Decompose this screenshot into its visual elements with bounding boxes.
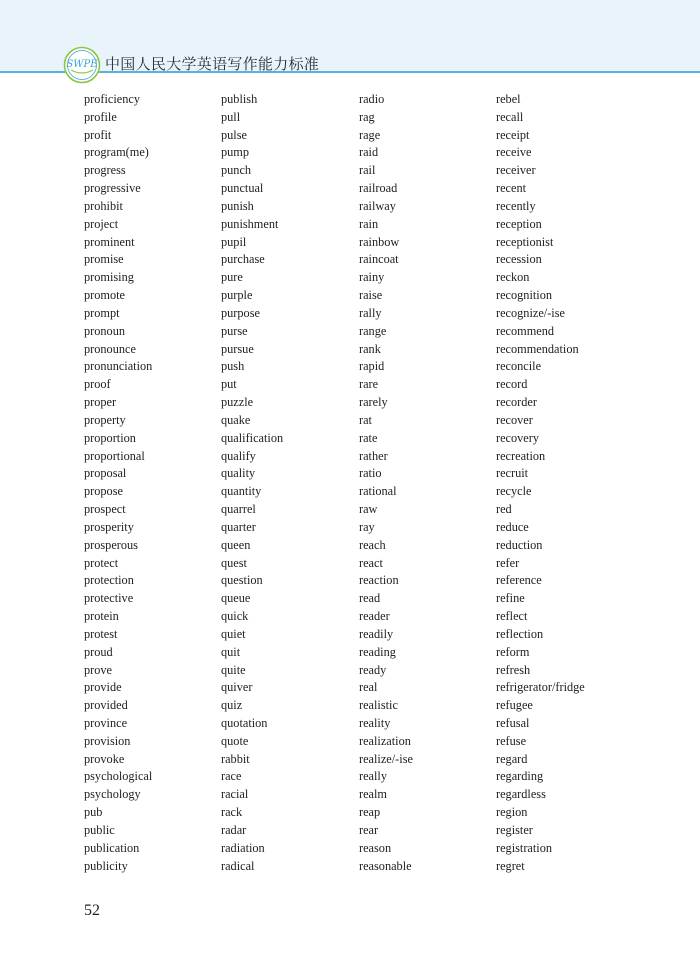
word-entry: rapid	[359, 359, 385, 374]
word-entry: recently	[496, 198, 536, 213]
word-entry: punish	[221, 198, 254, 213]
word-entry: recover	[496, 412, 533, 427]
word-entry: railroad	[359, 181, 398, 196]
word-entry: reflection	[496, 626, 544, 641]
word-entry: rainy	[359, 270, 385, 285]
word-entry: pull	[221, 109, 241, 124]
word-entry: reduction	[496, 537, 543, 552]
word-entry: reform	[496, 644, 530, 659]
word-entry: ready	[359, 662, 387, 677]
word-entry: profile	[84, 109, 117, 124]
word-entry: refusal	[496, 715, 530, 730]
word-entry: quiver	[221, 680, 253, 695]
word-entry: recorder	[496, 395, 537, 410]
word-entry: psychological	[84, 769, 153, 784]
word-entry: public	[84, 822, 115, 837]
word-entry: prosperity	[84, 519, 134, 534]
word-entry: pulse	[221, 127, 247, 142]
word-entry: quiz	[221, 698, 243, 713]
word-entry: purpose	[221, 305, 260, 320]
word-entry: purple	[221, 288, 253, 303]
word-column-1	[84, 91, 224, 875]
word-entry: refrigerator/fridge	[496, 680, 585, 695]
word-column-3	[359, 91, 499, 875]
word-entry: radar	[221, 822, 247, 837]
word-entry: rabbit	[221, 751, 250, 766]
word-entry: psychology	[84, 787, 141, 802]
word-entry: raincoat	[359, 252, 399, 267]
word-entry: reader	[359, 609, 390, 624]
word-entry: really	[359, 769, 387, 784]
word-entry: proportion	[84, 430, 136, 445]
word-entry: rally	[359, 305, 382, 320]
word-entry: rate	[359, 430, 378, 445]
word-entry: registration	[496, 840, 553, 855]
word-entry: prove	[84, 662, 112, 677]
word-entry: railway	[359, 198, 396, 213]
word-entry: rather	[359, 448, 388, 463]
word-entry: recall	[496, 109, 524, 124]
word-entry: proportional	[84, 448, 145, 463]
word-entry: radiation	[221, 840, 265, 855]
word-entry: promise	[84, 252, 124, 267]
word-entry: pub	[84, 805, 103, 820]
word-entry: pursue	[221, 341, 254, 356]
swpe-logo-icon	[63, 46, 101, 84]
word-entry: put	[221, 377, 237, 392]
word-entry: propose	[84, 484, 123, 499]
word-entry: rag	[359, 109, 375, 124]
word-entry: prosperous	[84, 537, 138, 552]
word-column-4	[496, 91, 636, 875]
word-entry: proper	[84, 395, 117, 410]
word-entry: publication	[84, 840, 140, 855]
word-entry: quite	[221, 662, 246, 677]
word-entry: reference	[496, 573, 542, 588]
word-entry: realm	[359, 787, 387, 802]
word-entry: region	[496, 805, 528, 820]
word-entry: raid	[359, 145, 379, 160]
word-entry: quarter	[221, 519, 256, 534]
word-entry: quantity	[221, 484, 262, 499]
word-entry: rarely	[359, 395, 388, 410]
word-entry: rainbow	[359, 234, 400, 249]
word-entry: recognize/-ise	[496, 305, 565, 320]
word-entry: program(me)	[84, 145, 149, 160]
word-entry: regard	[496, 751, 528, 766]
word-entry: react	[359, 555, 383, 570]
word-entry: regarding	[496, 769, 544, 784]
word-entry: reflect	[496, 609, 528, 624]
word-entry: project	[84, 216, 119, 231]
word-entry: recovery	[496, 430, 540, 445]
word-entry: qualify	[221, 448, 256, 463]
word-entry: readily	[359, 626, 394, 641]
word-entry: refine	[496, 591, 525, 606]
word-entry: rack	[221, 805, 243, 820]
word-entry: question	[221, 573, 263, 588]
word-entry: purse	[221, 323, 248, 338]
word-entry: refer	[496, 555, 520, 570]
word-entry: quest	[221, 555, 247, 570]
word-entry: refugee	[496, 698, 533, 713]
word-entry: reality	[359, 715, 391, 730]
word-entry: read	[359, 591, 381, 606]
word-entry: recommend	[496, 323, 555, 338]
word-entry: reduce	[496, 519, 529, 534]
word-entry: recession	[496, 252, 542, 267]
word-entry: quiet	[221, 626, 246, 641]
word-entry: reconcile	[496, 359, 542, 374]
word-entry: proficiency	[84, 92, 140, 106]
word-entry: rare	[359, 377, 379, 392]
word-entry: raw	[359, 502, 378, 517]
word-entry: publish	[221, 92, 258, 106]
page-number: 52	[84, 902, 100, 919]
word-entry: recommendation	[496, 341, 579, 356]
word-entry: reach	[359, 537, 386, 552]
word-entry: reason	[359, 840, 392, 855]
word-entry: recruit	[496, 466, 529, 481]
word-entry: promote	[84, 288, 125, 303]
word-entry: pure	[221, 270, 243, 285]
word-entry: recognition	[496, 288, 553, 303]
word-entry: radio	[359, 92, 385, 106]
word-entry: protect	[84, 555, 119, 570]
word-entry: queue	[221, 591, 251, 606]
header-title: 中国人民大学英语写作能力标准	[105, 55, 320, 73]
word-entry: push	[221, 359, 245, 374]
word-entry: purchase	[221, 252, 265, 267]
word-entry: pronoun	[84, 323, 125, 338]
logo-text: SWPE	[66, 59, 98, 70]
word-entry: punch	[221, 163, 252, 178]
word-entry: publicity	[84, 858, 128, 873]
word-entry: regardless	[496, 787, 546, 802]
word-entry: radical	[221, 858, 255, 873]
word-entry: progressive	[84, 181, 141, 196]
word-entry: provided	[84, 698, 128, 713]
word-entry: rear	[359, 822, 379, 837]
word-entry: qualification	[221, 430, 284, 445]
word-entry: raise	[359, 288, 383, 303]
word-entry: recycle	[496, 484, 532, 499]
word-entry: queen	[221, 537, 251, 552]
word-entry: pronunciation	[84, 359, 153, 374]
word-entry: record	[496, 377, 528, 392]
word-entry: register	[496, 822, 533, 837]
word-entry: proof	[84, 377, 111, 392]
word-entry: receipt	[496, 127, 530, 142]
word-entry: ray	[359, 519, 375, 534]
word-entry: rank	[359, 341, 381, 356]
word-entry: real	[359, 680, 378, 695]
word-entry: profit	[84, 127, 112, 142]
word-column-2	[221, 91, 361, 875]
word-entry: reaction	[359, 573, 399, 588]
word-entry: provide	[84, 680, 122, 695]
word-entry: progress	[84, 163, 126, 178]
word-entry: punishment	[221, 216, 279, 231]
word-entry: race	[221, 769, 242, 784]
word-entry: protein	[84, 609, 119, 624]
word-entry: quake	[221, 412, 251, 427]
word-entry: prominent	[84, 234, 135, 249]
word-entry: punctual	[221, 181, 264, 196]
word-entry: racial	[221, 787, 249, 802]
word-entry: property	[84, 412, 126, 427]
word-entry: realize/-ise	[359, 751, 413, 766]
word-entry: reasonable	[359, 858, 412, 873]
word-entry: quote	[221, 733, 249, 748]
word-entry: realization	[359, 733, 411, 748]
word-entry: recreation	[496, 448, 546, 463]
word-entry: proud	[84, 644, 113, 659]
word-entry: rational	[359, 484, 397, 499]
word-entry: quick	[221, 609, 249, 624]
word-entry: quarrel	[221, 502, 256, 517]
word-entry: puzzle	[221, 395, 254, 410]
word-entry: rail	[359, 163, 376, 178]
word-entry: province	[84, 715, 128, 730]
word-entry: reckon	[496, 270, 530, 285]
word-entry: protection	[84, 573, 134, 588]
word-entry: realistic	[359, 698, 398, 713]
word-entry: receive	[496, 145, 532, 160]
word-entry: provoke	[84, 751, 125, 766]
word-entry: prospect	[84, 502, 126, 517]
word-entry: rebel	[496, 92, 521, 106]
word-entry: promising	[84, 270, 134, 285]
word-entry: recent	[496, 181, 527, 196]
word-entry: rat	[359, 412, 372, 427]
word-entry: quit	[221, 644, 241, 659]
word-entry: ratio	[359, 466, 382, 481]
word-entry: refuse	[496, 733, 527, 748]
word-entry: prompt	[84, 305, 120, 320]
word-entry: quality	[221, 466, 256, 481]
word-entry: rage	[359, 127, 381, 142]
word-entry: prohibit	[84, 198, 123, 213]
word-entry: protest	[84, 626, 118, 641]
word-entry: reception	[496, 216, 542, 231]
word-entry: reap	[359, 805, 381, 820]
word-entry: red	[496, 502, 512, 517]
word-entry: refresh	[496, 662, 531, 677]
word-entry: receptionist	[496, 234, 554, 249]
word-entry: rain	[359, 216, 379, 231]
word-entry: quotation	[221, 715, 268, 730]
word-entry: proposal	[84, 466, 127, 481]
word-entry: protective	[84, 591, 134, 606]
word-entry: provision	[84, 733, 131, 748]
word-entry: pronounce	[84, 341, 136, 356]
word-entry: regret	[496, 858, 525, 873]
word-entry: reading	[359, 644, 396, 659]
word-entry: pump	[221, 145, 250, 160]
word-entry: pupil	[221, 234, 247, 249]
word-entry: range	[359, 323, 387, 338]
word-entry: receiver	[496, 163, 536, 178]
